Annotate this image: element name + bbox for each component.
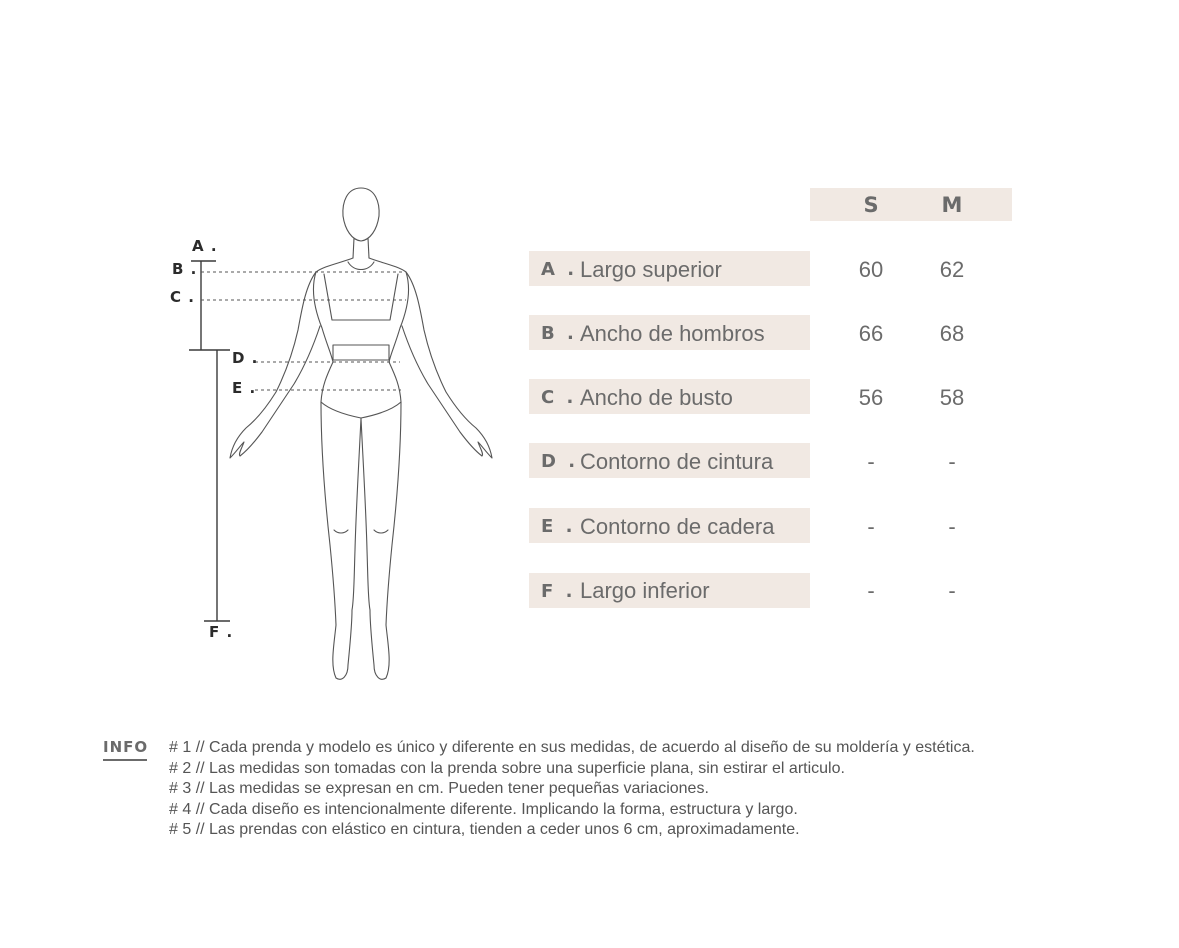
row-letter-e: E . xyxy=(541,516,576,537)
info-line-2: # 2 // Las medidas son tomadas con la prenda sobre una superficie plana, sin estirar el articulo. xyxy=(169,760,845,777)
info-underline xyxy=(103,759,147,761)
row-value-f-s: - xyxy=(867,578,875,603)
info-line-1: # 1 // Cada prenda y modelo es único y diferente en sus medidas, de acuerdo al diseño de su moldería y estética. xyxy=(169,739,975,756)
torso-left xyxy=(314,258,353,402)
row-letter-a: A . xyxy=(541,259,578,280)
left-leg-outer xyxy=(321,402,352,679)
right-leg-inner xyxy=(361,418,370,610)
body-outline xyxy=(230,188,492,679)
figure-label-b: B . xyxy=(172,260,198,278)
row-name-b: Ancho de hombros xyxy=(580,321,765,346)
figure-label-c: C . xyxy=(170,288,195,306)
info-line-4: # 4 // Cada diseño es intencionalmente diferente. Implicando la forma, estructura y largo. xyxy=(169,801,798,818)
info-line-3: # 3 // Las medidas se expresan en cm. Pueden tener pequeñas variaciones. xyxy=(169,780,709,797)
size-header-s: S xyxy=(863,193,879,217)
row-value-e-m: - xyxy=(948,514,956,539)
row-value-a-m: 62 xyxy=(939,257,965,282)
row-name-f: Largo inferior xyxy=(580,578,710,603)
waistband xyxy=(333,345,389,360)
row-value-c-m: 58 xyxy=(939,385,965,410)
row-value-c-s: 56 xyxy=(858,385,884,410)
torso-right xyxy=(369,258,408,402)
row-letter-f: F . xyxy=(541,581,576,602)
mannequin-figure xyxy=(0,0,520,700)
row-value-b-m: 68 xyxy=(939,321,965,346)
briefs xyxy=(321,402,401,418)
row-letter-d: D . xyxy=(541,451,579,472)
crop-top xyxy=(324,274,398,320)
row-name-a: Largo superior xyxy=(580,257,722,282)
figure-label-f: F . xyxy=(209,623,234,641)
info-title: INFO xyxy=(103,738,149,756)
row-name-e: Contorno de cadera xyxy=(580,514,775,539)
head-outline xyxy=(343,188,379,241)
row-name-c: Ancho de busto xyxy=(580,385,733,410)
row-value-d-m: - xyxy=(948,449,956,474)
measurement-guides xyxy=(189,261,230,621)
row-name-d: Contorno de cintura xyxy=(580,449,774,474)
row-value-d-s: - xyxy=(867,449,875,474)
row-value-a-s: 60 xyxy=(858,257,884,282)
row-letter-b: B . xyxy=(541,323,577,344)
row-value-f-m: - xyxy=(948,578,956,603)
right-arm xyxy=(402,272,492,458)
info-line-5: # 5 // Las prendas con elástico en cintura, tienden a ceder unos 6 cm, aproximadamente. xyxy=(169,821,800,838)
left-leg-inner xyxy=(352,418,361,610)
figure-label-e: E . xyxy=(232,379,257,397)
row-value-e-s: - xyxy=(867,514,875,539)
right-leg-outer xyxy=(370,402,401,679)
figure-label-d: D . xyxy=(232,349,259,367)
figure-label-a: A . xyxy=(192,237,218,255)
row-value-b-s: 66 xyxy=(858,321,884,346)
size-header-m: M xyxy=(941,193,963,217)
dashed-guides xyxy=(201,272,406,390)
row-letter-c: C . xyxy=(541,387,577,408)
